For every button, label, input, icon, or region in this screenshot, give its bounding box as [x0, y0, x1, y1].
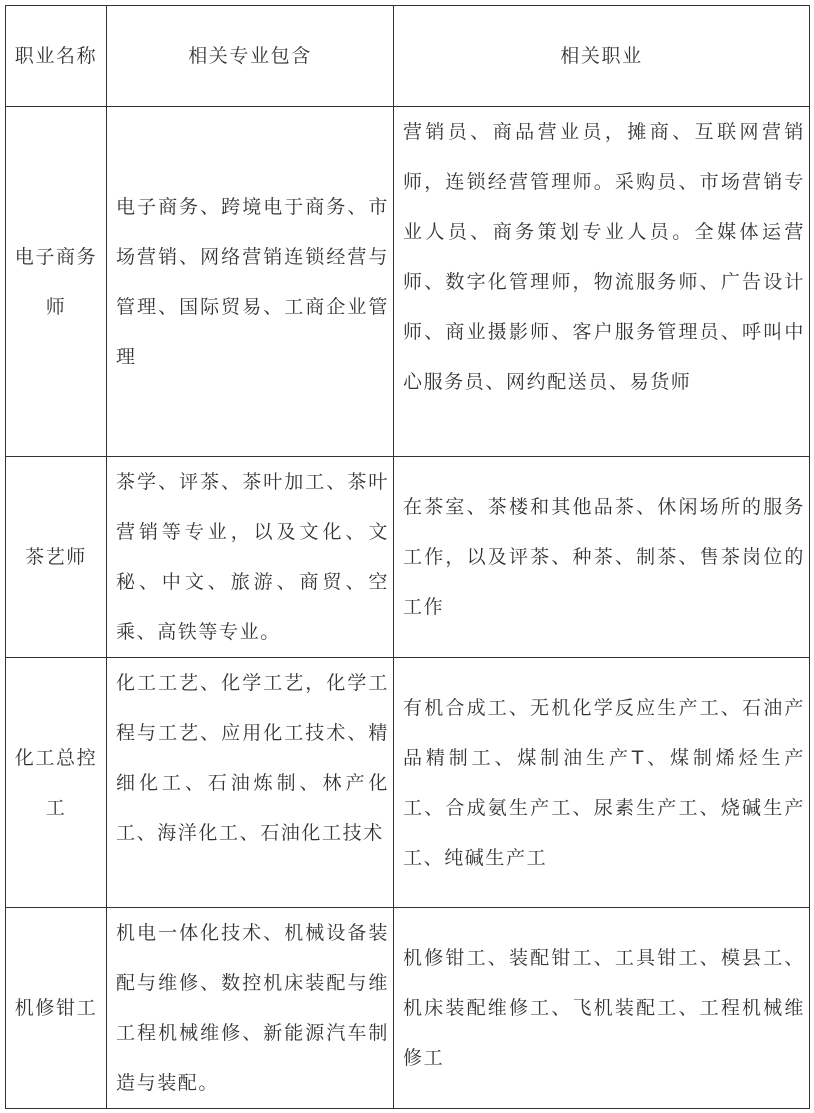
- related-majors: 化工工艺、化学工艺，化学工程与工艺、应用化工技术、精细化工、石油炼制、林产化工、海洋化工、石油化工技术: [116, 672, 389, 844]
- occupation-table: [5, 5, 810, 1109]
- table-row: [6, 658, 810, 908]
- related-jobs-cell: [394, 107, 810, 457]
- related-majors-cell: [107, 457, 394, 658]
- related-jobs: 机修钳工、装配钳工、工具钳工、模县工、机床装配维修工、飞机装配工、工程机械维修工: [403, 947, 805, 1069]
- related-jobs: 营销员、商品营业员，摊商、互联网营销师，连锁经营管理师。采购员、市场营销专业人员、商务策划专业人员。全媒体运营师、数字化管理师，物流服务师、广告设计师、商业摄影师、客户服务管理员、呼叫中心服务员、网约配送员、易货师: [403, 121, 805, 393]
- table-row: [6, 908, 810, 1109]
- occupation-name: 化工总控工: [14, 746, 98, 819]
- table-header-row: [6, 6, 810, 107]
- header-related-majors: 相关专业包含: [107, 6, 394, 107]
- related-majors: 机电一体化技术、机械设备装配与维修、数控机床装配与维工程机械维修、新能源汽车制造与装配。: [116, 922, 389, 1094]
- occupation-name-cell: [6, 457, 107, 658]
- table-row: [6, 457, 810, 658]
- related-majors: 茶学、评茶、茶叶加工、茶叶营销等专业，以及文化、文秘、中文、旅游、商贸、空乘、高铁等专业。: [116, 471, 389, 643]
- related-majors-cell: [107, 658, 394, 908]
- related-jobs: 在茶室、茶楼和其他品茶、休闲场所的服务工作，以及评茶、种茶、制茶、售茶岗位的工作: [403, 496, 805, 618]
- occupation-name: 电子商务师: [14, 245, 98, 318]
- related-majors-cell: [107, 107, 394, 457]
- header-occupation-name: 职业名称: [6, 6, 107, 107]
- header-related-jobs: 相关职业: [394, 6, 810, 107]
- occupation-name-cell: [6, 107, 107, 457]
- related-majors-cell: [107, 908, 394, 1109]
- related-jobs-cell: [394, 658, 810, 908]
- related-majors: 电子商务、跨境电于商务、市场营销、网络营销连锁经营与管理、国际贸易、工商企业管理: [116, 195, 389, 368]
- occupation-name: 茶艺师: [25, 546, 87, 568]
- related-jobs-cell: [394, 457, 810, 658]
- occupation-name-cell: [6, 658, 107, 908]
- occupation-name-cell: [6, 908, 107, 1109]
- related-jobs-cell: [394, 908, 810, 1109]
- occupation-name: 机修钳工: [14, 997, 98, 1019]
- table-row: [6, 107, 810, 457]
- related-jobs: 有机合成工、无机化学反应生产工、石油产品精制工、煤制油生产T、煤制烯烃生产工、合成氨生产工、尿素生产工、烧碱生产工、纯碱生产工: [403, 696, 805, 869]
